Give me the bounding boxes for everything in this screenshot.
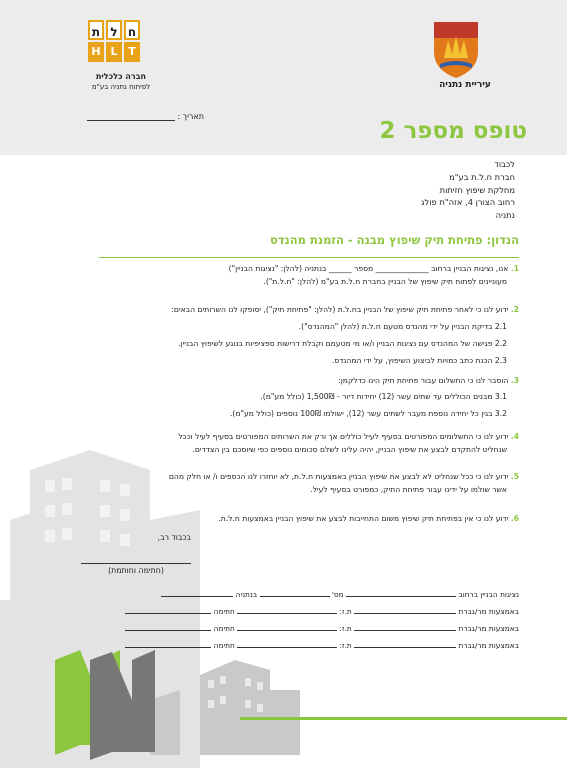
sign-label: חתימה [213,607,235,616]
name-blank[interactable] [354,613,456,614]
rep-street-label: נציגות הבניין ברחוב [458,590,519,599]
subject-underline [99,257,519,258]
sign-blank[interactable] [125,630,211,631]
id-blank[interactable] [237,630,337,631]
section-number: 6. [510,514,519,523]
form-row-person [39,641,519,650]
section-6 [39,512,519,525]
address-line: חברת ח.ל.ת בע"מ [449,171,515,182]
address-line: לכבוד [494,159,515,169]
section-4 [39,430,519,456]
section-number: 1. [510,264,519,273]
id-blank[interactable] [237,647,337,648]
section-text: ידוע לנו כי אין בפתיחת תיק שיפוץ משום התחייבות לבצע את שיפוץ הבניין באמצעות ח.ל.ת. [218,514,509,523]
section-5 [39,470,519,496]
via-label: באמצעות מר/גברת [458,641,519,650]
signature-block [81,533,191,575]
date-blank[interactable] [87,111,175,121]
subsection-text: 2.3 הכנת כתב כמויות לביצוע השיפוץ, על ידי המהנדס. [331,356,507,365]
section-text: ידוע לנו כי התשלומים המפורטים בסעיף לעיל כוללים אך ורק את השרותים המפורטים בסעיף לעיל וככל [178,432,509,441]
city-blank[interactable] [161,596,233,597]
name-blank[interactable] [354,647,456,648]
section-1 [39,262,519,288]
rep-number-label: מס' [331,590,344,599]
address-line: נתניה [495,210,515,221]
company-logo [88,20,140,64]
logo-letter-cell: ל [106,20,122,40]
logo-letter-cell: H [88,42,104,62]
regards-text: בכבוד רב, [157,533,191,542]
section-number: 4. [510,432,519,441]
id-blank[interactable] [237,613,337,614]
date-field [78,111,204,121]
address-line: רחוב הצורן 4, אזה"ת פולג [421,197,515,208]
form-row-person [39,624,519,633]
section-3 [39,374,519,420]
sign-blank[interactable] [125,647,211,648]
number-blank[interactable] [260,596,330,597]
section-text: מעוניינים לפתוח תיק שיפוץ של הבניין בחברת ח.ל.ת בע"מ (להלן: "ח.ל.ת"). [263,277,507,286]
company-name-line1: חברה כלכלית [95,72,147,81]
signature-line[interactable] [81,562,191,564]
city-name: עיריית נתניה [439,80,491,90]
subsection-text: 2.2 פגישה של המהנדס עם נציגות הבניין ו/או מי מטעמם וקבלת דרישות ספציפיות בנוגע לשיפוץ הבניין. [178,339,507,348]
section-text: אשר שולמו על ידינו עבור פתיחת התיק, כמפורט בסעיף לעיל. [310,485,507,494]
via-label: באמצעות מר/גברת [458,624,519,633]
sign-blank[interactable] [125,613,211,614]
id-label: ת.ז: [339,607,352,616]
city-emblem-icon [430,18,482,80]
section-2 [39,303,519,367]
subject-text: הנדון: פתיחת תיק שיפוץ מבנה - הזמנת מהנדס [269,233,519,247]
recipient-address [295,158,515,222]
id-label: ת.ז: [339,641,352,650]
section-text: שנחליט להתקדם לבצע את שיפוץ הבניין, יהיה עלינו לשלם סכומים נוספים כפי שיוסכם בין הצדדים. [192,445,507,454]
sign-label: חתימה [213,624,235,633]
subject-line [99,233,519,261]
section-number: 3. [510,376,519,385]
logo-letter-cell: ח [124,20,140,40]
name-blank[interactable] [354,630,456,631]
subsection-text: 3.2 בגין כל יחידה נוספת מעבר לשתים עשר (12), ישולמו 100₪ נוספים (כולל מע"מ). [229,409,507,418]
company-name [76,72,166,92]
logo-letter-cell: L [106,42,122,62]
logo-letter-cell: ת [88,20,104,40]
signature-caption: (חתימה וחותמת) [108,566,164,575]
section-text: הוסבר לנו כי התשלום עבור פתיחת תיק הינו כדלקמן: [338,376,509,385]
section-text: אנו, נציגות הבניין ברחוב ______________ מספר ______ בנתניה (להלן: "נציגות הבניין") [228,264,509,273]
street-blank[interactable] [346,596,456,597]
via-label: באמצעות מר/גברת [458,607,519,616]
section-number: 2. [510,305,519,314]
company-name-line2: לפיתוח נתניה בע"מ [91,83,151,91]
id-label: ת.ז: [339,624,352,633]
subsection-text: 3.1 מבנים הכוללים עד שתים עשר (12) יחידות דיור - 1,500₪ (כולל מע"מ). [260,392,507,401]
date-label: תאריך : [177,112,204,121]
section-text: ידוע לנו כי ככל שנחליט לא לבצע את שיפוץ הבניין באמצעות ח.ל.ת, לא יוחזרו לנו הכספים ו/ או חלק מהם [168,472,509,481]
form-row-representative [39,590,519,599]
section-number: 5. [510,472,519,481]
sign-label: חתימה [213,641,235,650]
rep-city-label: בנתניה [235,590,258,599]
logo-letter-cell: T [124,42,140,62]
subsection-text: 2.1 בדיקת הבניין על ידי מהנדס מטעם ח.ל.ת (להלן "המהנדס"). [298,322,507,331]
form-row-person [39,607,519,616]
form-title: טופס מספר 2 [379,118,527,144]
section-text: ידוע לנו כי לאחר פתיחת תיק שיפוץ של הבניין בח.ל.ת (להלן: "פתיחת תיק"), יסופקו לנו השרותים הבאים: [171,305,509,314]
address-line: מחלקת שיפוץ חזיתות [439,184,515,195]
